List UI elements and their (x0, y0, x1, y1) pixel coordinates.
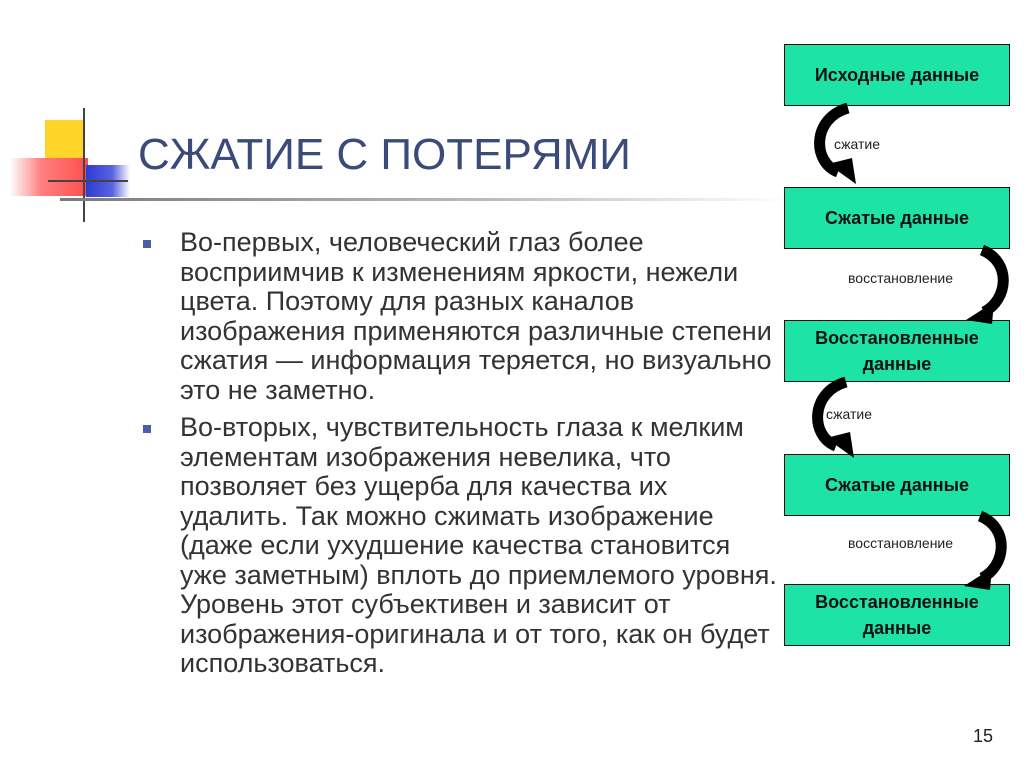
page-number: 15 (973, 726, 994, 746)
arrow-label: восстановление (848, 270, 954, 286)
arrow-label: сжатие (826, 406, 873, 422)
flow-box-label: Сжатые данные (825, 475, 969, 495)
arrow-label: восстановление (848, 535, 954, 551)
curved-arrow-icon (964, 516, 1001, 590)
flow-box-label: Восстановленные данные (815, 328, 979, 374)
slide-title: СЖАТИЕ С ПОТЕРЯМИ (138, 130, 631, 179)
flow-box-label: Восстановленные данные (815, 592, 979, 638)
curved-arrow-icon (966, 250, 1003, 324)
bullet-text: Во-первых, человеческий глаз более восприимчив к изменениям яркости, нежели цвета. Поэтому для разных каналов изображения применяются различные степени сжатия — информация теряется, но визуально это не заметно. (180, 227, 772, 405)
flow-box-label: Сжатые данные (825, 208, 969, 228)
arrow-label: сжатие (834, 136, 881, 152)
flow-box-label: Исходные данные (814, 65, 980, 85)
bullet-text: Во-вторых, чувствительность глаза к мелким элементам изображения невелика, что позволяет без ущерба для качества их удалить. Так можно сжимать изображение (даже если ухудшение качества становится уже заметным) вплоть до приемлемого уровня. Уровень этот субъективен и зависит от изображения-оригинала и от того, как он будет использоваться. (180, 412, 777, 678)
